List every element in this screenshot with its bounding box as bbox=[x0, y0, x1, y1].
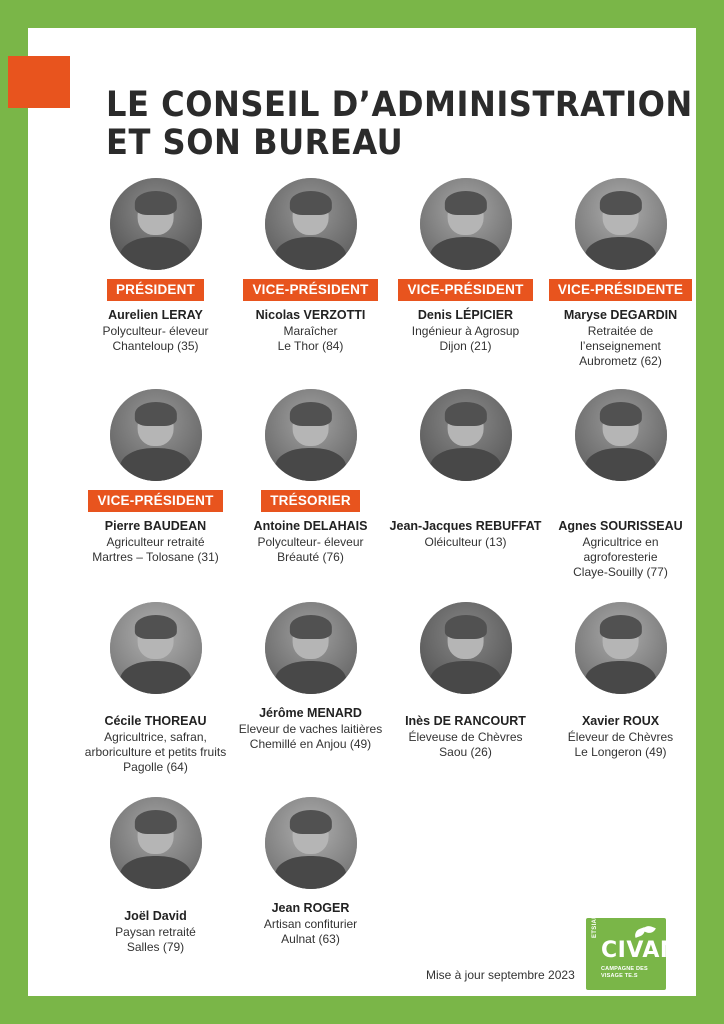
avatar bbox=[420, 602, 512, 694]
logo-top-text: ETSIAUP bbox=[592, 909, 598, 938]
member-description-line: Chemillé en Anjou (49) bbox=[249, 737, 372, 751]
member-description-line: Aubrometz (62) bbox=[579, 354, 662, 368]
member-description bbox=[573, 535, 668, 580]
avatar bbox=[420, 389, 512, 481]
avatar bbox=[110, 389, 202, 481]
member-description-line: agroforesterie bbox=[583, 550, 658, 564]
member-card[interactable] bbox=[78, 178, 233, 375]
member-description bbox=[579, 324, 662, 369]
role-badge: VICE-PRÉSIDENTE bbox=[549, 279, 692, 301]
avatar bbox=[575, 602, 667, 694]
member-description-line: Retraitée de bbox=[587, 324, 654, 338]
member-description-line: Le Longeron (49) bbox=[574, 745, 667, 759]
member-description-line: Éleveuse de Chèvres bbox=[408, 730, 523, 744]
member-description bbox=[568, 730, 673, 760]
member-description-line: Bréauté (76) bbox=[277, 550, 344, 564]
member-description-line: Polyculteur- éleveur bbox=[102, 324, 209, 338]
member-description-line: Agricultrice en bbox=[582, 535, 659, 549]
member-name: Maryse DEGARDIN bbox=[563, 308, 678, 322]
logo-main-text: CIVAM bbox=[601, 938, 683, 963]
member-card[interactable] bbox=[78, 797, 233, 961]
member-name: Jérôme MENARD bbox=[259, 706, 362, 720]
member-description bbox=[264, 917, 357, 947]
member-name: Denis LÉPICIER bbox=[417, 308, 514, 322]
members-row bbox=[78, 389, 698, 586]
member-description bbox=[239, 722, 382, 752]
avatar bbox=[575, 178, 667, 270]
member-description bbox=[257, 535, 363, 565]
logo-tagline-line-2: VISAGE TE.S bbox=[601, 973, 638, 979]
poster-page bbox=[28, 28, 696, 996]
accent-square bbox=[8, 56, 70, 108]
member-description-line: Maraîcher bbox=[283, 324, 338, 338]
member-card[interactable] bbox=[388, 602, 543, 781]
role-badge: PRÉSIDENT bbox=[107, 279, 204, 301]
member-name: Cécile THOREAU bbox=[104, 714, 207, 728]
avatar bbox=[575, 389, 667, 481]
member-description bbox=[102, 324, 208, 354]
logo-tagline bbox=[601, 966, 648, 980]
page-title bbox=[106, 86, 708, 162]
member-description bbox=[278, 324, 344, 354]
member-name: Jean-Jacques REBUFFAT bbox=[389, 519, 542, 533]
members-row bbox=[78, 602, 698, 781]
member-description-line: Agriculteur retraité bbox=[106, 535, 205, 549]
member-card[interactable] bbox=[78, 602, 233, 781]
member-card[interactable] bbox=[543, 178, 698, 375]
page-title-line-2: ET SON BUREAU bbox=[106, 123, 404, 163]
avatar bbox=[265, 389, 357, 481]
civam-logo bbox=[586, 909, 683, 990]
member-card[interactable] bbox=[233, 602, 388, 781]
member-description-line: Dijon (21) bbox=[439, 339, 492, 353]
member-name: Aurelien LERAY bbox=[108, 308, 203, 322]
member-description-line: Ingénieur à Agrosup bbox=[411, 324, 520, 338]
member-name: Nicolas VERZOTTI bbox=[255, 308, 366, 322]
member-description bbox=[408, 730, 522, 760]
member-description bbox=[92, 535, 219, 565]
member-description bbox=[85, 730, 226, 775]
member-description-line: Artisan confiturier bbox=[263, 917, 358, 931]
member-description bbox=[424, 535, 506, 550]
member-description-line: Eleveur de vaches laitières bbox=[238, 722, 383, 736]
avatar bbox=[110, 602, 202, 694]
member-card[interactable] bbox=[233, 178, 388, 375]
member-name: Jean ROGER bbox=[271, 901, 350, 915]
member-description-line: Le Thor (84) bbox=[277, 339, 344, 353]
member-name: Agnes SOURISSEAU bbox=[558, 519, 683, 533]
avatar bbox=[265, 178, 357, 270]
members-grid bbox=[78, 178, 698, 961]
page-title-line-1: LE CONSEIL D’ADMINISTRATION bbox=[106, 85, 693, 125]
member-description-line: Éleveur de Chèvres bbox=[567, 730, 674, 744]
member-description-line: Aulnat (63) bbox=[281, 932, 340, 946]
member-card[interactable] bbox=[233, 797, 388, 961]
member-card[interactable] bbox=[388, 389, 543, 586]
member-description-line: Martres – Tolosane (31) bbox=[92, 550, 219, 564]
update-note: Mise à jour septembre 2023 bbox=[426, 968, 575, 982]
member-description-line: Oléiculteur (13) bbox=[424, 535, 507, 549]
members-row bbox=[78, 178, 698, 375]
member-card[interactable] bbox=[388, 178, 543, 375]
role-badge: VICE-PRÉSIDENT bbox=[243, 279, 377, 301]
avatar bbox=[420, 178, 512, 270]
member-description-line: Pagolle (64) bbox=[123, 760, 188, 774]
role-badge: VICE-PRÉSIDENT bbox=[88, 490, 222, 512]
member-description-line: arboriculture et petits fruits bbox=[84, 745, 227, 759]
avatar bbox=[265, 602, 357, 694]
avatar bbox=[110, 178, 202, 270]
member-description-line: l’enseignement bbox=[580, 339, 661, 353]
member-description-line: Chanteloup (35) bbox=[112, 339, 199, 353]
member-name: Inès DE RANCOURT bbox=[405, 714, 526, 728]
member-name: Pierre BAUDEAN bbox=[104, 519, 207, 533]
member-name: Joël David bbox=[124, 909, 187, 923]
member-description-line: Polyculteur- éleveur bbox=[257, 535, 364, 549]
logo-tagline-line-1: CAMPAGNE DES bbox=[601, 966, 648, 972]
avatar bbox=[265, 797, 357, 889]
member-card[interactable] bbox=[543, 389, 698, 586]
member-name: Antoine DELAHAIS bbox=[253, 519, 368, 533]
member-description bbox=[412, 324, 519, 354]
member-description-line: Agricultrice, safran, bbox=[104, 730, 207, 744]
role-badge: VICE-PRÉSIDENT bbox=[398, 279, 532, 301]
member-card[interactable] bbox=[233, 389, 388, 586]
member-description-line: Claye-Souilly (77) bbox=[573, 565, 668, 579]
member-description-line: Paysan retraité bbox=[115, 925, 196, 939]
member-description-line: Salles (79) bbox=[126, 940, 185, 954]
member-description bbox=[115, 925, 196, 955]
avatar bbox=[110, 797, 202, 889]
member-card[interactable] bbox=[78, 389, 233, 586]
member-description-line: Saou (26) bbox=[439, 745, 492, 759]
member-name: Xavier ROUX bbox=[581, 714, 660, 728]
role-badge: TRÉSORIER bbox=[261, 490, 360, 512]
member-card[interactable] bbox=[543, 602, 698, 781]
